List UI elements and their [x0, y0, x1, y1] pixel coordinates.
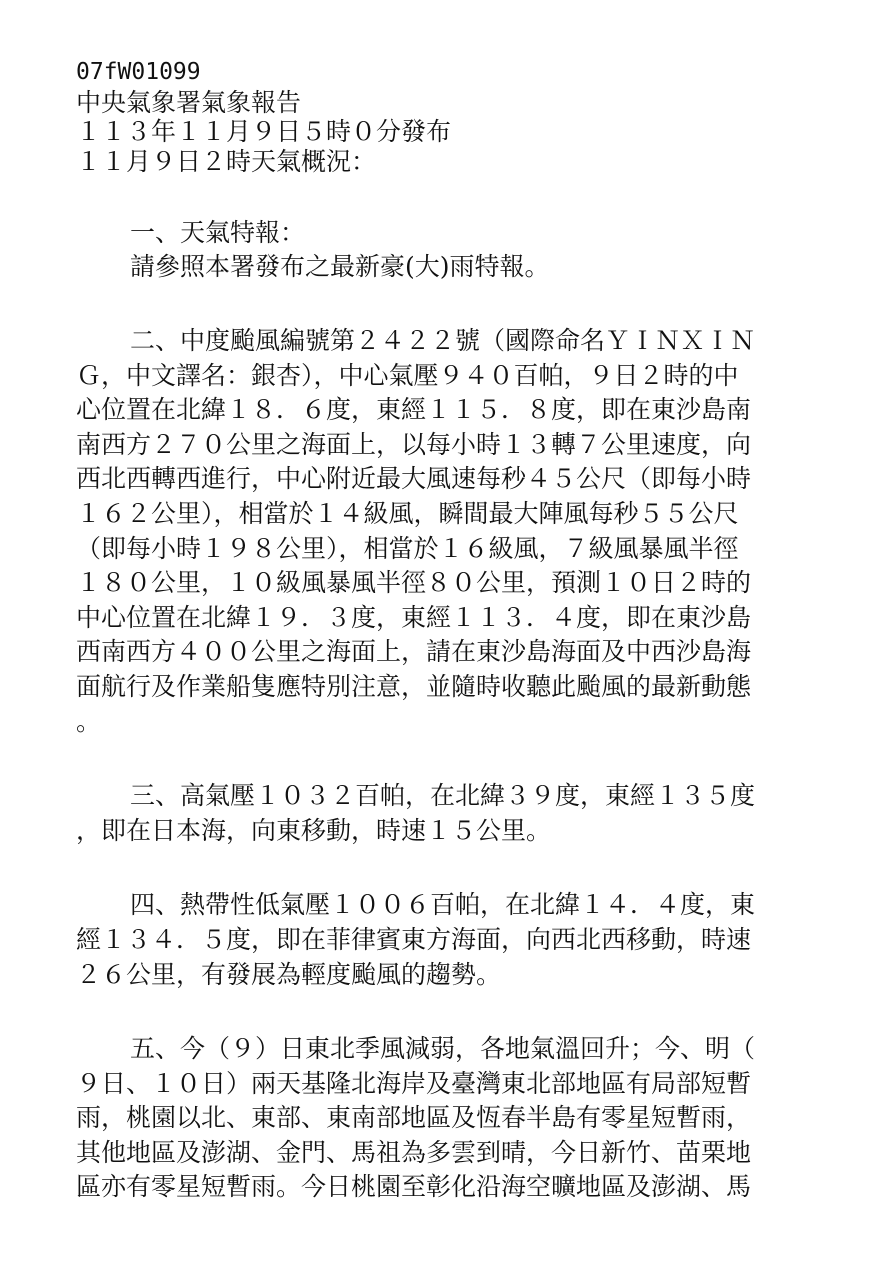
section-text-line: 心位置在北緯１８．６度，東經１１５．８度，即在東沙島南	[76, 395, 752, 425]
issue-time: １１３年１１月９日５時０分發布	[76, 117, 452, 146]
report-section	[76, 888, 806, 992]
section-heading-line: 一、天氣特報：	[130, 218, 306, 247]
agency-title: 中央氣象署氣象報告	[76, 87, 302, 117]
section-text-line: ９日、１０日）兩天基隆北海岸及臺灣東北部地區有局部短暫	[76, 1068, 752, 1098]
document-id: 07fW01099	[76, 59, 201, 85]
section-text-line: 面航行及作業船隻應特別注意，並隨時收聽此颱風的最新動態	[76, 671, 752, 701]
section-text-line: 西北西轉西進行，中心附近最大風速每秒４５公尺（即每小時	[76, 464, 752, 494]
section-heading-line: 五、今（９）日東北季風減弱，各地氣溫回升；今、明（	[130, 1034, 756, 1064]
weather-report-document	[76, 58, 806, 1205]
report-sections	[76, 216, 806, 1205]
section-heading-line: 四、熱帶性低氣壓１００６百帕，在北緯１４．４度，東	[130, 890, 756, 920]
report-section	[76, 1032, 806, 1205]
section-text-line: １８０公里，１０級風暴風半徑８０公里，預測１０日２時的	[76, 568, 752, 598]
section-text-line: ２６公里，有發展為輕度颱風的趨勢。	[76, 959, 502, 989]
section-text-line: 區亦有零星短暫雨。今日桃園至彰化沿海空曠地區及澎湖、馬	[76, 1172, 752, 1202]
section-text-line: ，即在日本海，向東移動，時速１５公里。	[76, 815, 552, 845]
section-paragraph	[76, 888, 806, 992]
overview-heading: １１月９日２時天氣概況：	[76, 146, 377, 176]
section-text-line: 經１３４．５度，即在菲律賓東方海面，向西北西移動，時速	[76, 924, 752, 954]
report-section	[76, 324, 806, 739]
section-paragraph	[76, 324, 806, 739]
section-heading-line: 二、中度颱風編號第２４２２號（國際命名ＹＩＮＸＩＮ	[130, 326, 756, 355]
section-paragraph	[76, 216, 806, 284]
section-text-line: 中心位置在北緯１９．３度，東經１１３．４度，即在東沙島	[76, 602, 752, 632]
section-text-line: （即每小時１９８公里），相當於１６級風，７級風暴風半徑	[76, 533, 739, 563]
section-text-line: 雨，桃園以北、東部、東南部地區及恆春半島有零星短暫雨，	[76, 1103, 752, 1133]
section-text-line: １６２公里），相當於１４級風，瞬間最大陣風每秒５５公尺	[76, 498, 739, 528]
section-text-line: 其他地區及澎湖、金門、馬祖為多雲到晴，今日新竹、苗栗地	[76, 1137, 752, 1167]
section-text-line: Ｇ，中文譯名：銀杏），中心氣壓９４０百帕，９日２時的中	[76, 360, 739, 390]
report-section	[76, 779, 806, 848]
report-section	[76, 216, 806, 284]
section-text-line: 南西方２７０公里之海面上，以每小時１３轉７公里速度，向	[76, 429, 752, 459]
section-heading-line: 三、高氣壓１０３２百帕，在北緯３９度，東經１３５度	[130, 781, 756, 811]
report-header	[76, 58, 806, 176]
section-text-line: 請參照本署發布之最新豪(大)雨特報。	[130, 252, 550, 281]
section-text-line: 西南西方４００公里之海面上，請在東沙島海面及中西沙島海	[76, 637, 752, 667]
section-paragraph	[76, 1032, 806, 1205]
section-paragraph	[76, 779, 806, 848]
section-text-line: 。	[76, 706, 102, 736]
